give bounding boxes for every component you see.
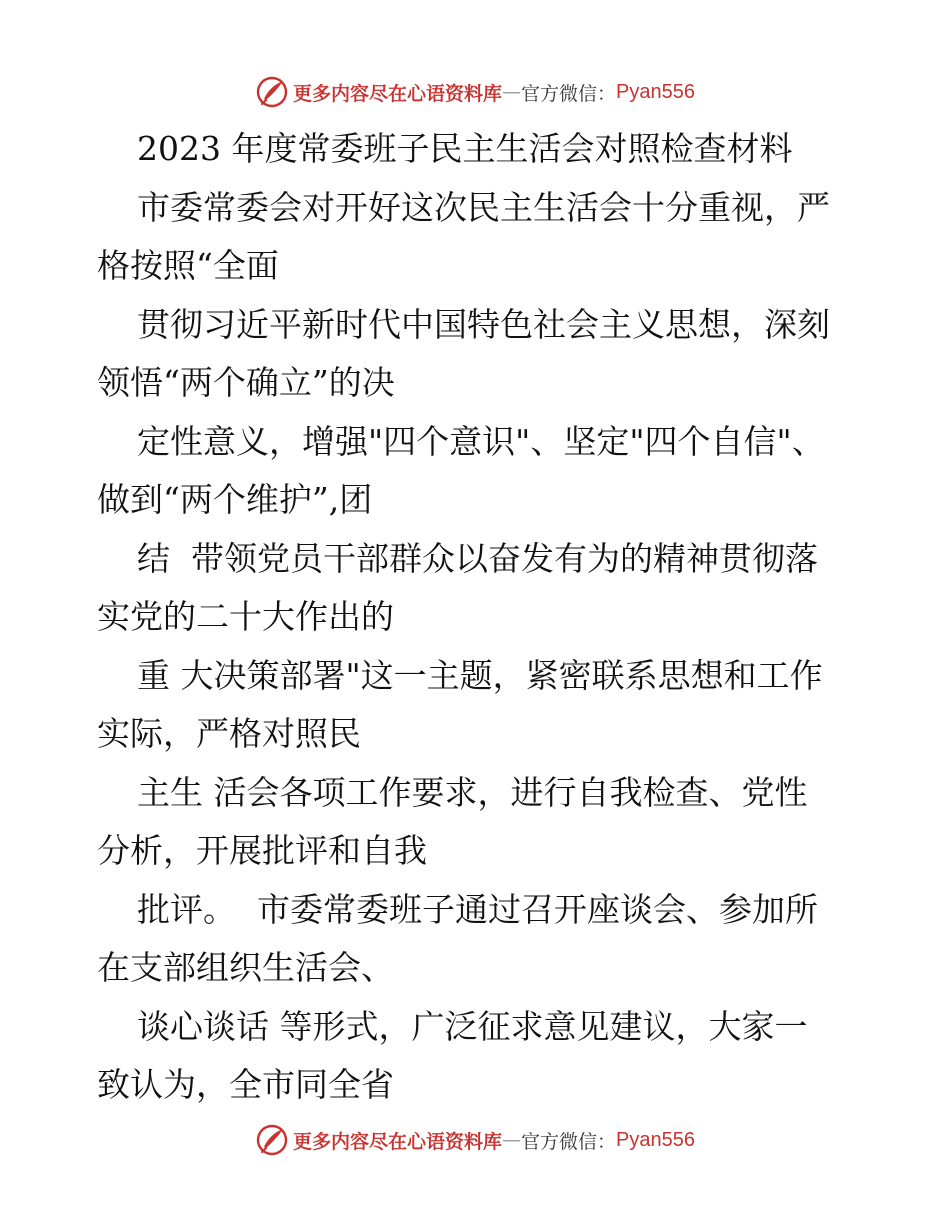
banner-dash: — [502, 1129, 522, 1151]
banner-wechat-id: Pyan556 [616, 80, 695, 103]
paragraph-line: 市委常委会对开好这次民主生活会十分重视，严 [137, 187, 830, 227]
document-body [97, 120, 857, 1115]
paragraph-line: 结 带领党员干部群众以奋发有为的精神贯彻落 [137, 538, 818, 578]
banner-wechat-label: 官方微信： [521, 1130, 617, 1153]
paragraph-line: 重 大决策部署"这一主题，紧密联系思想和工作 [137, 655, 823, 695]
paragraph-line: 致认为，全市同全省 [97, 1065, 394, 1104]
paragraph-line: 在支部组织生活会、 [97, 948, 394, 987]
paragraph-line: 做到“两个维护”,团 [97, 480, 373, 519]
paragraph-line: 领悟“两个确立”的决 [97, 363, 395, 402]
banner-wechat-id: Pyan556 [616, 1128, 695, 1151]
paragraph-line: 实际，严格对照民 [97, 714, 361, 753]
banner-wechat-label: 官方微信： [521, 82, 617, 105]
paragraph-line: 实党的二十大作出的 [97, 597, 394, 636]
paragraph-line: 贯彻习近平新时代中国特色社会主义思想，深刻 [137, 304, 830, 344]
banner-title: 更多内容尽在心语资料库 [293, 1130, 503, 1153]
paragraph-line: 谈心谈话 等形式，广泛征求意见建议，大家一 [137, 1006, 808, 1046]
footer-banner [0, 1120, 950, 1160]
banner-title: 更多内容尽在心语资料库 [293, 82, 503, 105]
quill-pen-logo-icon [255, 75, 289, 109]
paragraph-line: 格按照“全面 [97, 246, 279, 285]
document-title: 2023 年度常委班子民主生活会对照检查材料 [137, 129, 793, 168]
paragraph-line: 批评。 市委常委班子通过召开座谈会、参加所 [137, 889, 818, 929]
paragraph-line: 定性意义，增强"四个意识"、坚定"四个自信"、 [137, 421, 825, 461]
header-banner [0, 72, 950, 112]
paragraph-line: 分析，开展批评和自我 [97, 831, 427, 870]
banner-dash: — [502, 81, 522, 103]
paragraph-line: 主生 活会各项工作要求，进行自我检查、党性 [137, 772, 808, 812]
quill-pen-logo-icon [255, 1123, 289, 1157]
